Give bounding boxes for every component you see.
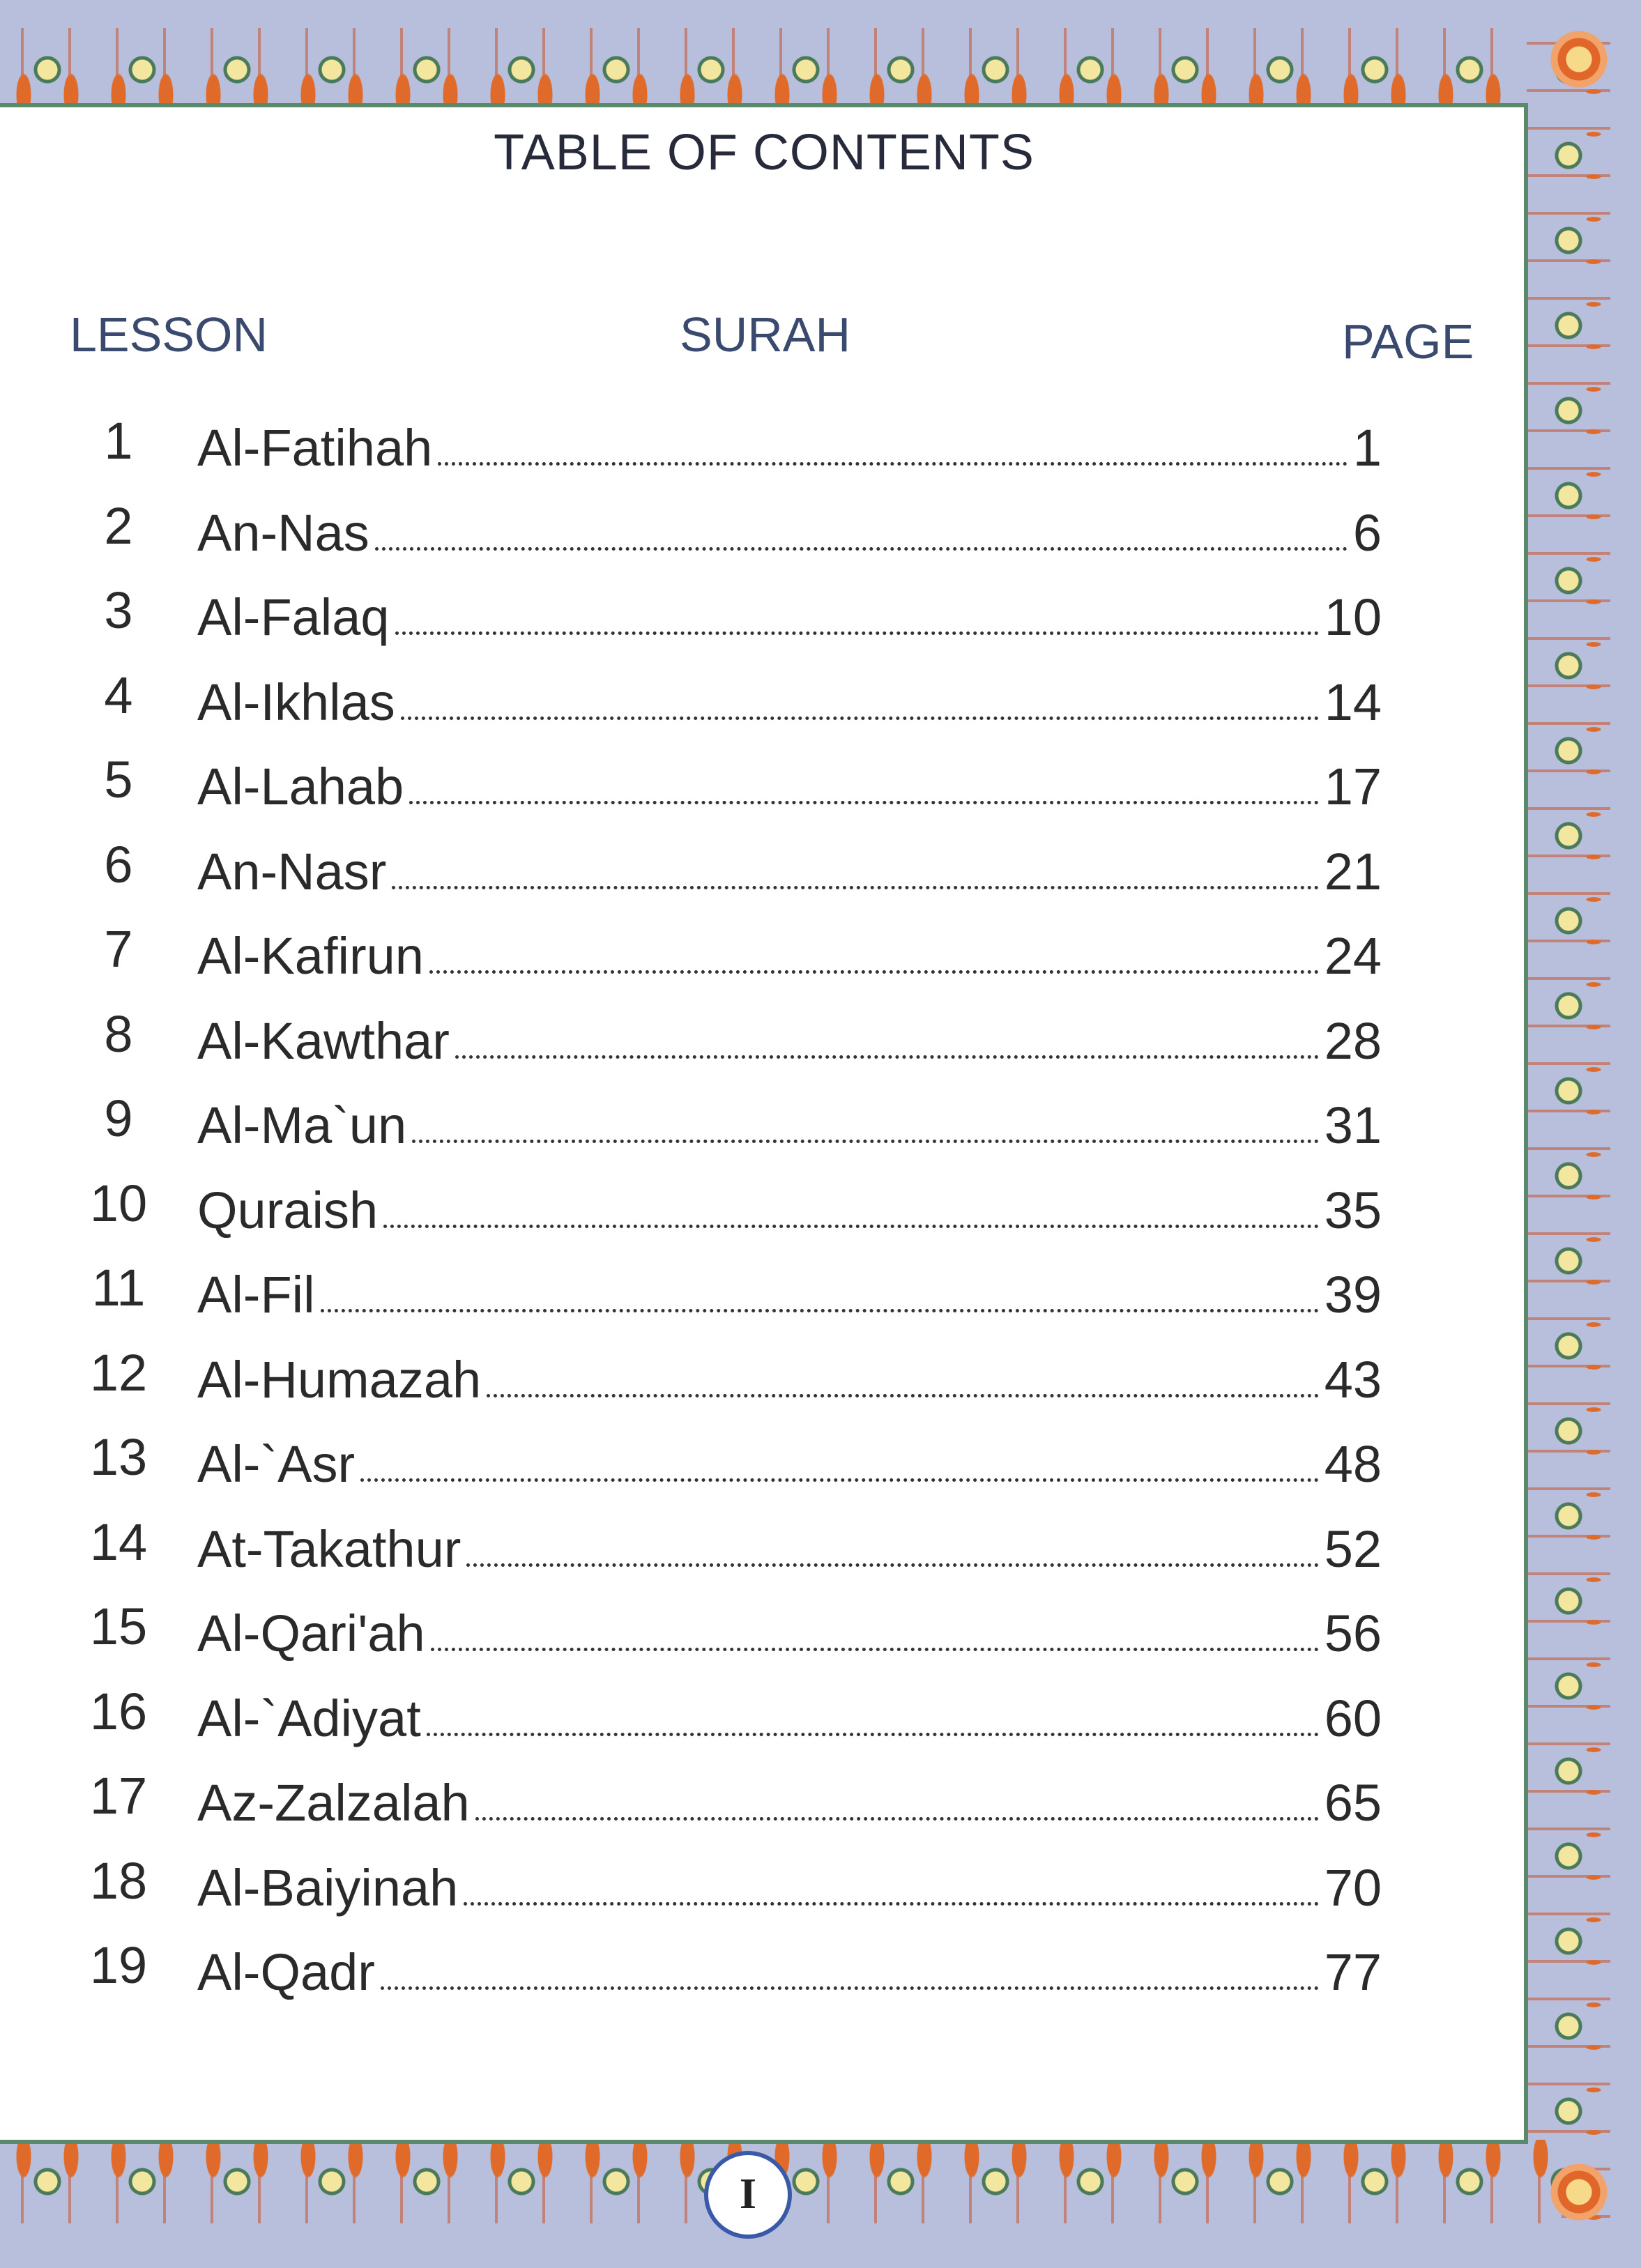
- toc-entry: [197, 1181, 1382, 1240]
- toc-row: [0, 1004, 1528, 1089]
- toc-entry: [197, 673, 1382, 732]
- lesson-number: 3: [104, 581, 133, 639]
- lesson-number: 14: [89, 1512, 148, 1571]
- toc-entry: [197, 1434, 1382, 1494]
- page-number: 65: [1324, 1774, 1382, 1832]
- lesson-number: 8: [104, 1004, 133, 1063]
- dot-leader: [383, 1224, 1319, 1228]
- toc-entry: [197, 1350, 1382, 1409]
- toc-row: [0, 750, 1528, 835]
- toc-row: [0, 1174, 1528, 1259]
- toc-entry: [197, 503, 1382, 562]
- toc-entry: [197, 1858, 1382, 1917]
- surah-name: Al-Ma`un: [197, 1096, 407, 1154]
- lesson-number: 9: [104, 1089, 133, 1147]
- lesson-number: 4: [104, 666, 133, 724]
- dot-leader: [392, 885, 1318, 889]
- toc-entry: [197, 1265, 1382, 1324]
- toc-row: [0, 1682, 1528, 1767]
- lesson-number: 18: [89, 1851, 148, 1910]
- page-number: 21: [1324, 842, 1382, 901]
- corner-ornament-bottom-right: [1548, 2161, 1610, 2223]
- page-number: 43: [1324, 1350, 1382, 1409]
- dot-leader: [455, 1055, 1319, 1059]
- surah-name: Al-Humazah: [197, 1350, 482, 1409]
- dot-leader: [409, 800, 1318, 804]
- surah-name: An-Nas: [197, 503, 369, 562]
- dot-leader: [381, 1986, 1319, 1990]
- dot-leader: [487, 1393, 1319, 1397]
- toc-row: [0, 1597, 1528, 1682]
- toc-entry: [197, 1943, 1382, 2002]
- lesson-number: 15: [89, 1597, 148, 1655]
- page-number: 10: [1324, 588, 1382, 646]
- page-number: 28: [1324, 1011, 1382, 1070]
- dot-leader: [475, 1816, 1319, 1821]
- toc-row: [0, 1851, 1528, 1936]
- page-number: 6: [1352, 503, 1382, 562]
- page-number: 48: [1324, 1435, 1382, 1493]
- toc-entry: [197, 926, 1382, 986]
- surah-name: Al-Falaq: [197, 588, 390, 646]
- toc-row: [0, 1258, 1528, 1343]
- lesson-number: 11: [91, 1259, 146, 1317]
- surah-name: Al-Qari'ah: [197, 1604, 425, 1662]
- page-number: 52: [1324, 1519, 1382, 1578]
- lesson-number: 10: [89, 1174, 148, 1232]
- toc-row: [0, 1427, 1528, 1512]
- surah-name: Al-Qadr: [197, 1943, 375, 2001]
- surah-name: Al-Fatihah: [197, 419, 433, 477]
- surah-name: Al-`Asr: [197, 1435, 356, 1493]
- dot-leader: [464, 1901, 1318, 1906]
- toc-entry: [197, 418, 1382, 477]
- surah-name: Quraish: [197, 1181, 379, 1239]
- surah-name: Az-Zalzalah: [197, 1774, 470, 1832]
- page-title: TABLE OF CONTENTS: [494, 125, 1035, 181]
- toc-row: [0, 411, 1528, 496]
- dot-leader: [375, 546, 1348, 551]
- ornamental-border-right: [1527, 28, 1610, 2223]
- lesson-number: 17: [89, 1767, 148, 1825]
- surah-name: Al-Lahab: [197, 758, 404, 815]
- dot-leader: [466, 1563, 1318, 1567]
- dot-leader: [395, 631, 1319, 635]
- page-number: 56: [1324, 1604, 1382, 1662]
- page-number: 31: [1324, 1096, 1382, 1154]
- toc-entry: [197, 1689, 1382, 1748]
- dot-leader: [438, 461, 1348, 466]
- lesson-number: 2: [104, 496, 133, 555]
- toc-row: [0, 1512, 1528, 1597]
- surah-name: Al-`Adiyat: [197, 1689, 421, 1747]
- surah-name: An-Nasr: [197, 842, 387, 901]
- lesson-number: 5: [104, 751, 133, 809]
- lesson-number: 19: [89, 1936, 148, 1994]
- dot-leader: [429, 970, 1319, 974]
- column-header-page: PAGE: [1342, 314, 1474, 369]
- dot-leader: [431, 1647, 1319, 1651]
- page-number: 60: [1324, 1689, 1382, 1747]
- surah-name: Al-Kawthar: [197, 1011, 450, 1070]
- toc-entry: [197, 1519, 1382, 1579]
- dot-leader: [360, 1478, 1319, 1482]
- dot-leader: [401, 716, 1319, 720]
- surah-name: Al-Fil: [197, 1266, 315, 1324]
- column-header-surah: SURAH: [680, 307, 851, 362]
- dot-leader: [427, 1732, 1319, 1736]
- page-number: 35: [1324, 1181, 1382, 1239]
- page-number-badge: I: [704, 2151, 792, 2239]
- corner-ornament-top-right: [1548, 28, 1610, 91]
- lesson-number: 1: [104, 412, 133, 470]
- toc-row: [0, 581, 1528, 666]
- toc-entry: [197, 842, 1382, 901]
- toc-entry: [197, 1011, 1382, 1071]
- toc-row: [0, 1766, 1528, 1851]
- lesson-number: 7: [104, 920, 133, 978]
- dot-leader: [412, 1139, 1318, 1143]
- toc-row: [0, 1343, 1528, 1428]
- column-header-lesson: LESSON: [70, 307, 268, 362]
- dot-leader: [321, 1308, 1319, 1312]
- toc-row: [0, 835, 1528, 920]
- page-number: 70: [1324, 1858, 1382, 1917]
- toc-entry: [197, 588, 1382, 647]
- toc-row: [0, 919, 1528, 1004]
- surah-name: Al-Baiyinah: [197, 1858, 459, 1917]
- toc-entry: [197, 1604, 1382, 1663]
- lesson-number: 16: [89, 1682, 148, 1740]
- page-number: 77: [1324, 1943, 1382, 2001]
- page-number: 39: [1324, 1266, 1382, 1324]
- toc-row: [0, 1089, 1528, 1174]
- surah-name: Al-Ikhlas: [197, 673, 395, 731]
- toc-row: [0, 1936, 1528, 2021]
- page-number: 1: [1352, 419, 1382, 477]
- lesson-number: 6: [104, 835, 133, 894]
- surah-name: Al-Kafirun: [197, 927, 424, 985]
- page-number: 14: [1324, 673, 1382, 731]
- toc-row: [0, 496, 1528, 581]
- toc-entry: [197, 1096, 1382, 1155]
- page-number: 24: [1324, 927, 1382, 985]
- lesson-number: 12: [89, 1343, 148, 1402]
- toc-row: [0, 666, 1528, 751]
- page-number: 17: [1324, 758, 1382, 815]
- ornamental-border-top: [0, 28, 1562, 112]
- toc-entry: [197, 757, 1382, 816]
- toc-entry: [197, 1773, 1382, 1832]
- lesson-number: 13: [89, 1428, 148, 1486]
- surah-name: At-Takathur: [197, 1519, 461, 1578]
